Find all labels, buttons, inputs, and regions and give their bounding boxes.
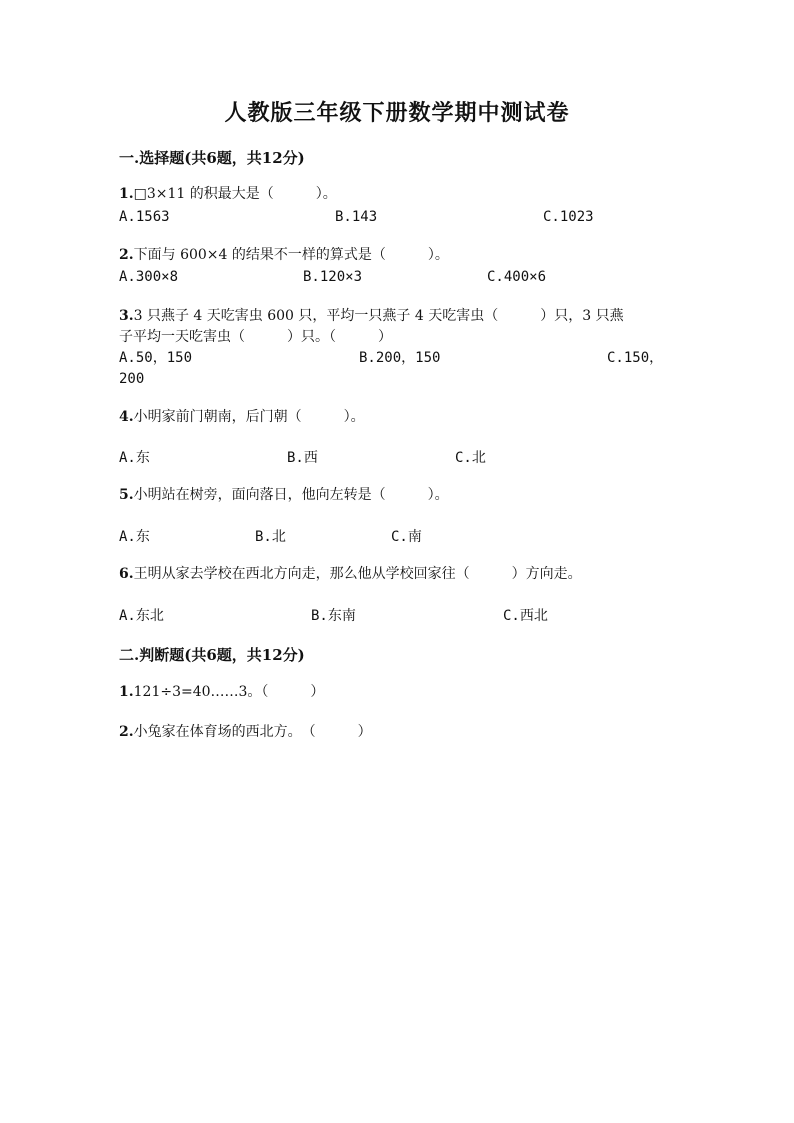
option-a: A.50，150 bbox=[119, 350, 193, 366]
question-text: 下面与 600×4 的结果不一样的算式是（ ）。 bbox=[133, 247, 449, 263]
option-b: B.东南 bbox=[311, 608, 356, 624]
option-c: C.150， bbox=[607, 350, 664, 366]
question-number: 1. bbox=[119, 186, 134, 202]
option-b: B.120×3 bbox=[303, 269, 363, 285]
option-c: C.南 bbox=[391, 529, 422, 545]
question-number: 1. bbox=[119, 684, 134, 700]
question-6 bbox=[119, 564, 582, 585]
option-b: B.143 bbox=[335, 209, 378, 225]
question-text: 小明站在树旁，面向落日，他向左转是（ ）。 bbox=[133, 487, 449, 503]
question-5 bbox=[119, 485, 449, 506]
option-c: C.400×6 bbox=[487, 269, 547, 285]
option-a: A.300×8 bbox=[119, 269, 179, 285]
question-number: 6. bbox=[119, 566, 134, 582]
judgement-1 bbox=[119, 682, 324, 703]
judgement-2 bbox=[119, 722, 372, 743]
option-c: C.北 bbox=[455, 450, 486, 466]
section-heading-judgement: 二.判断题(共6题，共12分) bbox=[119, 646, 305, 664]
option-a: A.东 bbox=[119, 529, 150, 545]
option-a: A.1563 bbox=[119, 209, 170, 225]
question-number: 2. bbox=[119, 724, 134, 740]
question-3-line-2: 子平均一天吃害虫（ ）只。（ ） bbox=[119, 329, 392, 345]
question-text: 3 只燕子 4 天吃害虫 600 只，平均一只燕子 4 天吃害虫（ ）只，3 只燕 bbox=[133, 308, 624, 324]
option-c: C.西北 bbox=[503, 608, 548, 624]
question-number: 2. bbox=[119, 247, 134, 263]
option-a: A.东 bbox=[119, 450, 150, 466]
question-text: 小兔家在体育场的西北方。 （ ） bbox=[133, 724, 372, 740]
option-a: A.东北 bbox=[119, 608, 164, 624]
option-c-continued: 200 bbox=[119, 371, 145, 387]
question-2 bbox=[119, 245, 449, 266]
question-number: 5. bbox=[119, 487, 134, 503]
question-text: 小明家前门朝南，后门朝（ ）。 bbox=[133, 409, 365, 425]
question-text: 王明从家去学校在西北方向走，那么他从学校回家往（ ）方向走。 bbox=[133, 566, 582, 582]
question-number: 3. bbox=[119, 308, 134, 324]
question-number: 4. bbox=[119, 409, 134, 425]
option-c: C.1023 bbox=[543, 209, 594, 225]
question-1 bbox=[119, 184, 337, 205]
option-b: B.北 bbox=[255, 529, 286, 545]
question-3-line-1 bbox=[119, 306, 624, 327]
section-heading-choice: 一.选择题(共6题，共12分) bbox=[119, 149, 305, 167]
question-text: □3×11 的积最大是（ ）。 bbox=[133, 186, 337, 202]
question-4 bbox=[119, 407, 365, 428]
page-title: 人教版三年级下册数学期中测试卷 bbox=[224, 100, 570, 126]
question-text: 121÷3=40……3。（ ） bbox=[133, 684, 325, 700]
option-b: B.200，150 bbox=[359, 350, 441, 366]
option-b: B.西 bbox=[287, 450, 318, 466]
